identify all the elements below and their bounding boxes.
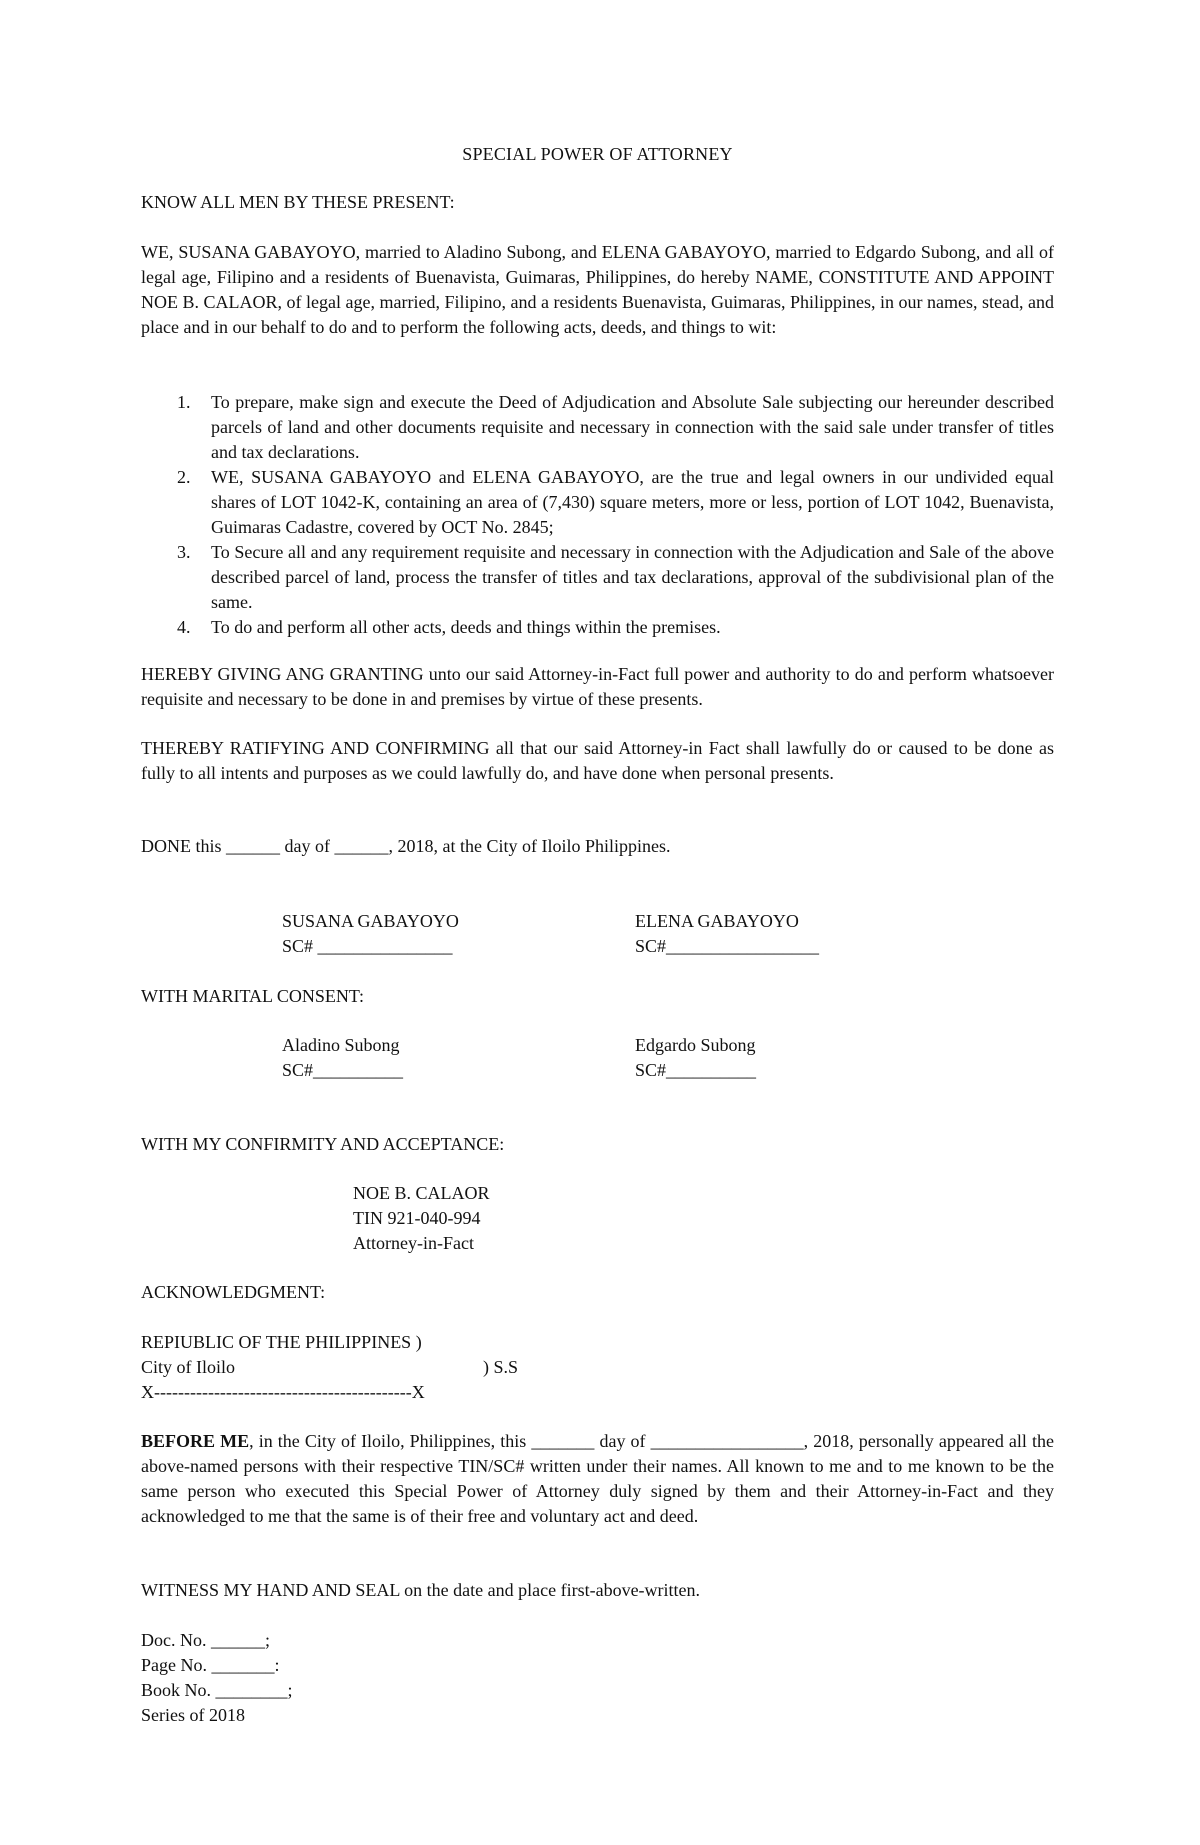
acknowledgment-heading: ACKNOWLEDGMENT:: [141, 1282, 326, 1302]
done-line: DONE this ______ day of ______, 2018, at the City of Iloilo Philippines.: [141, 836, 671, 856]
attorney-tin: TIN 921-040-994: [353, 1208, 481, 1228]
notarial-register: [141, 1628, 1054, 1728]
doc-no: Doc. No. ______;: [141, 1630, 270, 1650]
spouse-name: Aladino Subong: [282, 1035, 400, 1055]
act-number: 2.: [177, 467, 191, 487]
before-me-text: , in the City of Iloilo, Philippines, this _______ day of _________________, 2018, personally appeared all the above-named persons with their respective TIN/SC# written under their names. All known to me and to me known to be the same person who executed this Special Power of Attorney duly signed by them and their Attorney-in-Fact and they acknowledged to me that the same is of their free and voluntary act and deed.: [141, 1431, 1054, 1526]
principal-sc: SC# _______________: [282, 936, 453, 956]
venue-republic: REPIUBLIC OF THE PHILIPPINES ): [141, 1332, 422, 1352]
intro-paragraph: WE, SUSANA GABAYOYO, married to Aladino Subong, and ELENA GABAYOYO, married to Edgardo Subong, and all of legal age, Filipino and a residents of Buenavista, Guimaras, Philippines, do hereby NAME, CONSTITUTE AND APPOINT NOE B. CALAOR, of legal age, married, Filipino, and a residents Buenavista, Guimaras, Philippines, in our names, stead, and place and in our behalf to do and to perform the following acts, deeds, and things to wit:: [141, 242, 1054, 337]
spouse-signature-2: [635, 1033, 756, 1083]
venue-city: City of Iloilo: [141, 1357, 235, 1377]
before-me-lead: BEFORE ME: [141, 1431, 250, 1451]
attorney-role: Attorney-in-Fact: [353, 1233, 474, 1253]
venue-divider: X-------------------------------------------X: [141, 1382, 425, 1402]
book-no: Book No. ________;: [141, 1680, 293, 1700]
act-number: 1.: [177, 392, 191, 412]
act-text: WE, SUSANA GABAYOYO and ELENA GABAYOYO, are the true and legal owners in our undivided equal shares of LOT 1042-K, containing an area of (7,430) square meters, more or less, portion of LOT 1042, Buenavista, Guimaras Cadastre, covered by OCT No. 2845;: [211, 467, 1054, 537]
spouse-sc: SC#__________: [635, 1060, 757, 1080]
page-no: Page No. _______:: [141, 1655, 280, 1675]
act-item: [141, 615, 1054, 640]
venue-city-row: [141, 1355, 1054, 1380]
spouse-name: Edgardo Subong: [635, 1035, 756, 1055]
witness-line: WITNESS MY HAND AND SEAL on the date and place first-above-written.: [141, 1580, 701, 1600]
series: Series of 2018: [141, 1705, 245, 1725]
thereby-paragraph: THEREBY RATIFYING AND CONFIRMING all that our said Attorney-in Fact shall lawfully do or caused to be done as fully to all intents and purposes as we could lawfully do, and have done when personal presents.: [141, 738, 1054, 783]
acts-list: [141, 390, 1054, 640]
venue-block: [141, 1330, 1054, 1405]
attorney-signature: [353, 1181, 490, 1256]
spouse-signature-1: [282, 1033, 403, 1083]
act-text: To prepare, make sign and execute the Deed of Adjudication and Absolute Sale subjecting our hereunder described parcels of land and other documents requisite and necessary in connection with the said sale under transfer of titles and tax declarations.: [211, 392, 1054, 462]
principal-signature-2: [635, 909, 819, 959]
act-text: To do and perform all other acts, deeds and things within the premises.: [211, 617, 721, 637]
act-text: To Secure all and any requirement requisite and necessary in connection with the Adjudication and Sale of the above described parcel of land, process the transfer of titles and tax declarations, approval of the subdivisional plan of the same.: [211, 542, 1054, 612]
act-number: 3.: [177, 542, 191, 562]
attorney-name: NOE B. CALAOR: [353, 1183, 490, 1203]
act-item: [141, 540, 1054, 615]
know-all-heading: KNOW ALL MEN BY THESE PRESENT:: [141, 192, 455, 212]
before-me-paragraph: [141, 1429, 1054, 1529]
act-number: 4.: [177, 617, 191, 637]
hereby-paragraph: HEREBY GIVING ANG GRANTING unto our said Attorney-in-Fact full power and authority to do and perform whatsoever requisite and necessary to be done in and premises by virtue of these presents.: [141, 664, 1054, 709]
spouse-sc: SC#__________: [282, 1060, 404, 1080]
document-title: SPECIAL POWER OF ATTORNEY: [462, 144, 733, 164]
act-item: [141, 390, 1054, 465]
principal-sc: SC#_________________: [635, 936, 820, 956]
principal-name: SUSANA GABAYOYO: [282, 911, 459, 931]
principal-name: ELENA GABAYOYO: [635, 911, 799, 931]
principal-signature-1: [282, 909, 459, 959]
confirmity-heading: WITH MY CONFIRMITY AND ACCEPTANCE:: [141, 1134, 505, 1154]
marital-consent-heading: WITH MARITAL CONSENT:: [141, 986, 364, 1006]
act-item: [141, 465, 1054, 540]
venue-ss: ) S.S: [483, 1357, 519, 1377]
